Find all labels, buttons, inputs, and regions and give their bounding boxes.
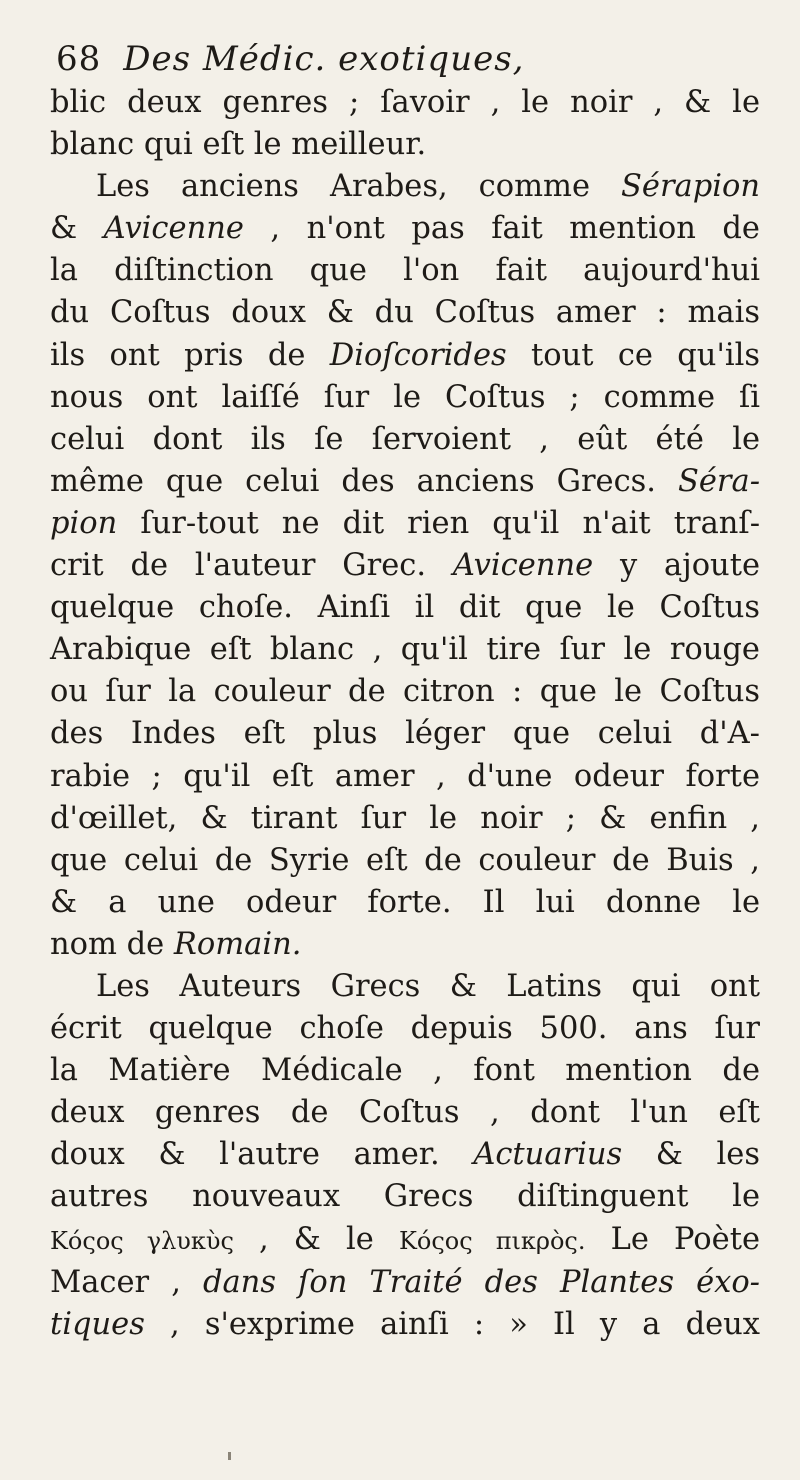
text-segment: même que celui des anciens Grecs. <box>50 463 678 499</box>
text-segment: Arabique eſt blanc , qu'il tire ſur le rouge <box>50 632 760 668</box>
text-line <box>50 798 760 840</box>
text-segment: Macer , <box>50 1264 203 1300</box>
text-line <box>50 1176 760 1218</box>
text-segment: écrit quelque choſe depuis 500. ans ſur <box>50 1011 760 1047</box>
italic-text: dans ſon Traité des Plantes éxo- <box>202 1264 760 1300</box>
text-segment: tout ce qu'ils <box>506 337 760 373</box>
text-segment: ou ſur la couleur de citron : que le Coſtus <box>50 674 760 710</box>
text-segment: & <box>50 211 104 247</box>
italic-text: Actuarius <box>473 1137 623 1173</box>
text-line <box>50 419 760 461</box>
text-line <box>50 1219 760 1262</box>
page-number: 68 <box>56 39 102 79</box>
body-text <box>50 82 760 1346</box>
text-segment: doux & l'autre amer. <box>50 1137 474 1173</box>
running-title: Des Médic. exotiques, <box>123 39 525 79</box>
italic-text: tiques <box>50 1306 145 1342</box>
text-segment: Les anciens Arabes, comme <box>96 169 621 205</box>
text-line <box>50 208 760 250</box>
text-line <box>50 840 760 882</box>
text-segment: , s'exprime ainſi : » Il y a deux <box>144 1306 760 1342</box>
text-segment: y ajoute <box>593 548 761 584</box>
text-line <box>50 1262 760 1304</box>
text-segment: blic deux genres ; ſavoir , le noir , & le <box>50 85 760 120</box>
text-segment: & les <box>622 1137 760 1173</box>
text-line <box>50 124 760 166</box>
italic-text: Dioſcorides <box>329 337 507 373</box>
greek-text: Κόςος γλυκὺς <box>50 1226 234 1255</box>
text-segment: du Coſtus doux & du Coſtus amer : mais <box>50 295 760 331</box>
text-segment: blanc qui eſt le meilleur. <box>50 127 427 163</box>
text-segment: ſur-tout ne dit rien qu'il n'ait tranſ- <box>117 505 760 541</box>
text-line <box>50 1304 760 1346</box>
text-line <box>50 250 760 292</box>
text-line <box>50 503 760 545</box>
text-segment: la Matière Médicale , font mention de <box>50 1053 760 1089</box>
text-line <box>50 1050 760 1092</box>
text-line <box>50 461 760 503</box>
italic-text: pion <box>50 505 118 541</box>
text-line <box>50 1008 760 1050</box>
text-segment: & a une odeur forte. Il lui donne le <box>50 884 760 920</box>
text-segment: deux genres de Coſtus , dont l'un eſt <box>50 1095 760 1131</box>
italic-text: Avicenne <box>103 211 244 247</box>
text-segment: , & le <box>233 1221 399 1257</box>
text-segment: Les Auteurs Grecs & Latins qui ont <box>96 968 760 1004</box>
text-line <box>50 545 760 587</box>
text-line <box>50 924 760 966</box>
italic-text: Séra- <box>677 463 760 499</box>
text-segment: rabie ; qu'il eſt amer , d'une odeur forte <box>50 758 760 794</box>
text-line <box>50 1134 760 1176</box>
text-line <box>50 1092 760 1134</box>
text-line <box>50 671 760 713</box>
text-segment: ils ont pris de <box>50 337 330 373</box>
text-line <box>50 166 760 208</box>
text-segment: Le Poète <box>585 1221 761 1257</box>
text-segment: celui dont ils ſe ſervoient , eût été le <box>50 421 760 457</box>
text-segment: nom de <box>50 926 174 962</box>
text-segment: nous ont laiſſé ſur le Coſtus ; comme ſi <box>50 379 760 415</box>
greek-text: Κόςος πικρὸς. <box>398 1226 586 1255</box>
text-segment: d'œillet, & tirant ſur le noir ; & enfin , <box>50 800 760 836</box>
text-segment: des Indes eſt plus léger que celui d'A- <box>50 716 760 752</box>
text-line <box>50 756 760 798</box>
text-line <box>50 966 760 1008</box>
text-segment: que celui de Syrie eſt de couleur de Buis , <box>50 842 760 878</box>
text-segment: autres nouveaux Grecs diſtinguent le <box>50 1179 760 1215</box>
text-segment: la diſtinction que l'on fait aujourd'hui <box>50 253 760 289</box>
ink-mark <box>228 1452 231 1460</box>
text-line <box>50 713 760 755</box>
text-line <box>50 629 760 671</box>
text-line <box>50 82 760 124</box>
text-line <box>50 377 760 419</box>
running-header <box>56 36 760 82</box>
text-line <box>50 292 760 334</box>
italic-text: Avicenne <box>452 548 594 584</box>
text-segment: quelque choſe. Ainſi il dit que le Coſtus <box>50 590 760 626</box>
italic-text: Sérapion <box>621 169 760 205</box>
text-line <box>50 335 760 377</box>
text-line <box>50 587 760 629</box>
text-segment: crit de l'auteur Grec. <box>50 548 453 584</box>
text-segment: , n'ont pas fait mention de <box>243 211 760 247</box>
italic-text: Romain. <box>173 926 302 962</box>
text-line <box>50 882 760 924</box>
